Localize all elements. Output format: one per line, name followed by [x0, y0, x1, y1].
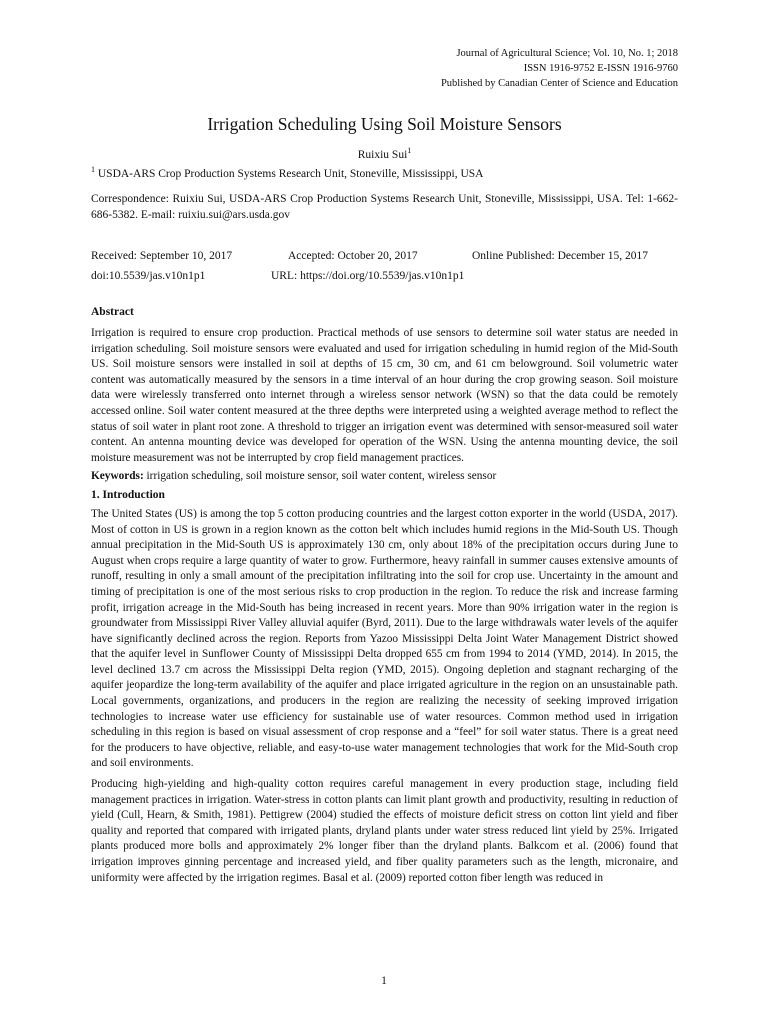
page-number: 1	[381, 975, 387, 987]
publication-dates	[91, 246, 678, 286]
author-sup: 1	[407, 146, 412, 156]
received-date: Received: September 10, 2017	[91, 250, 233, 262]
abstract-heading: Abstract	[91, 306, 134, 318]
keywords-text: irrigation scheduling, soil moisture sensor, soil water content, wireless sensor	[143, 470, 497, 483]
abstract-text: Irrigation is required to ensure crop production. Practical methods of use sensors to determine soil water status are needed in irrigation scheduling. Soil moisture sensors were evaluated and used for irrigation scheduling in humid region of the Mid-South US. Soil moisture sensors were installed in soil at depths of 15 cm, 30 cm, and 61 cm belowground. Soil volumetric water content was automatically measured by the sensors in a time interval of an hour during the crop growing season. Soil moisture data were wirelessly transferred onto internet through a wireless sensor network (WSN) so that the data could be remotely accessed online. Soil water content measured at the three depths were interpreted using a weighted average method to reflect the status of soil water in plant root zone. A threshold to trigger an irrigation event was determined with sensor-measured soil water content. An antenna mounting device was developed for operation of the WSN. Using the antenna mounting device, the soil moisture measurement was not be interrupted by crop field management practices.	[91, 327, 678, 464]
keywords-label: Keywords:	[91, 470, 144, 483]
introduction-paragraph-2: Producing high-yielding and high-quality cotton requires careful management in every production stage, including field management practices in irrigation. Water-stress in cotton plants can limit plant growth and productivity, resulting in reduction of yield (Cull, Hearn, & Smith, 1981). Pettigrew (2004) studied the effects of moisture deficit stress on cotton lint yield and fiber quality and reported that compared with irrigated plants, dryland plants under water stress reduced lint yield by 25%. Irrigated plants produced more bolls and approximately 2% longer fiber than the dryland plants. Balkcom et al. (2006) found that irrigation improves ginning percentage and increased yield, and fiber quality parameters such as the length, micronaire, and uniformity were affected by the irrigation regimes. Basal et al. (2009) reported cotton fiber length was reduced in	[91, 778, 678, 884]
introduction-heading: 1. Introduction	[91, 488, 165, 501]
author	[91, 148, 678, 162]
doi: doi:10.5539/jas.v10n1p1	[91, 270, 206, 282]
affiliation-text: USDA-ARS Crop Production Systems Research Unit, Stoneville, Mississippi, USA	[95, 168, 484, 180]
paper-title: Irrigation Scheduling Using Soil Moisture Sensors	[207, 114, 562, 134]
journal-header	[91, 46, 678, 91]
doi-url[interactable]: URL: https://doi.org/10.5539/jas.v10n1p1	[271, 270, 465, 282]
introduction-paragraph-1: The United States (US) is among the top 5 cotton producing countries and the largest cotton exporter in the world (USDA, 2017). Most of cotton in US is grown in a region known as the cotton belt which includes humid regions in the Mid-South US. Though annual precipitation in the Mid-South US is approximately 130 cm, only about 18% of the precipitation occurs during June to August when crops require a large quantity of water to grow. Furthermore, heavy rainfall in summer causes extensive amounts of runoff, resulting in only a small amount of the precipitation infiltrating into the soil for crop use. Uncertainty in the amount and timing of precipitation is one of the most serious risks to crop production in the region. To reduce the risk and increase farming profit, irrigation acreage in the Mid-South has being increased in recent years. More than 90% irrigation water in the region is groundwater from Mississippi River Valley alluvial aquifer (Byrd, 2011). Due to the large withdrawals water levels of the aquifer have significantly declined across the region. Reports from Yazoo Mississippi Delta Joint Water Management District showed that the aquifer level in Sunflower County of Mississippi Delta dropped 655 cm from 1994 to 2014 (YMD, 2014). In 2015, the level declined 13.7 cm across the Mississippi Delta region (YMD, 2015). Ongoing depletion and stagnant recharging of the aquifer jeopardize the long-term availability of the aquifer and place irrigated agriculture in the region on an unsustainable path. Local governments, organizations, and producers in the region are realizing the necessity of seeking improved irrigation technologies to increase water use efficiency for sustainable use of water resources. Common method used in irrigation scheduling in this region is based on visual assessment of crop response and a “feel” for soil water status. There is a great need for the producers to have objective, reliable, and easy-to-use water management technologies that work for the Mid-South crop and soil environments.	[91, 507, 678, 770]
keywords	[91, 469, 678, 485]
published-date: Online Published: December 15, 2017	[472, 250, 648, 262]
affiliation	[91, 167, 678, 181]
issn-line: ISSN 1916-9752 E-ISSN 1916-9760	[523, 63, 678, 74]
author-name: Ruixiu Sui	[357, 149, 408, 161]
accepted-date: Accepted: October 20, 2017	[288, 250, 418, 262]
paper-page	[91, 46, 678, 886]
publisher-line: Published by Canadian Center of Science and Education	[440, 78, 678, 89]
journal-line: Journal of Agricultural Science; Vol. 10, No. 1; 2018	[456, 48, 678, 59]
correspondence: Correspondence: Ruixiu Sui, USDA-ARS Crop Production Systems Research Unit, Stoneville, Mississippi, USA. Tel: 1-662-686-5382. E-mail: ruixiu.sui@ars.usda.gov	[91, 193, 678, 221]
affiliation-sup: 1	[91, 165, 95, 175]
